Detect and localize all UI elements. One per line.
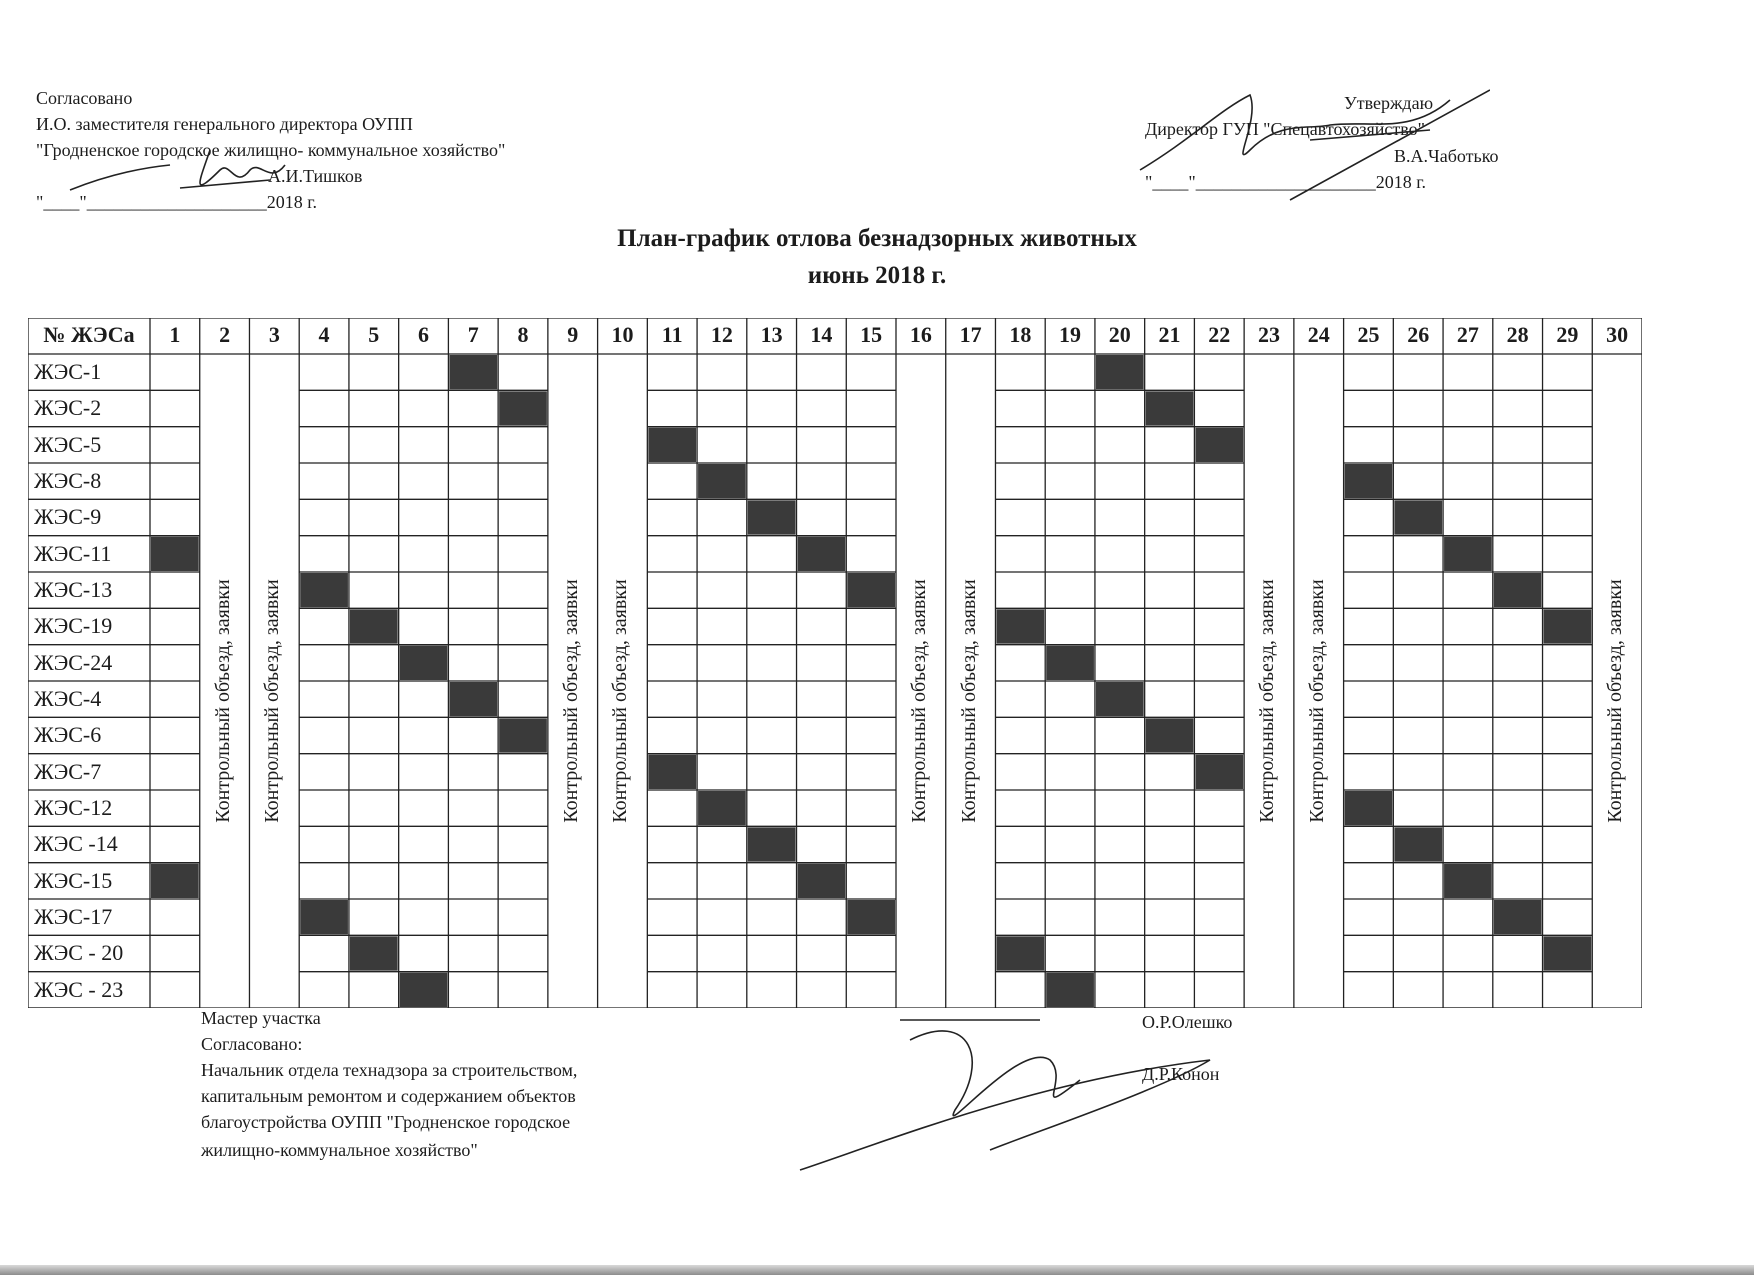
- approval-left-date: "____"____________________2018 г.: [36, 192, 318, 212]
- row-label: ЖЭС-19: [34, 613, 113, 639]
- day-header: 23: [1257, 322, 1280, 347]
- scheduled-cell: [151, 864, 199, 898]
- document-title: План-график отлова безнадзорных животных: [617, 225, 1137, 252]
- approval-left-line: Согласовано: [36, 88, 133, 108]
- day-header: 18: [1009, 322, 1032, 347]
- control-day-label: Контрольный объезд, заявки: [211, 579, 234, 823]
- day-header: 26: [1407, 322, 1430, 347]
- day-header: 10: [611, 322, 634, 347]
- scheduled-cell: [648, 428, 696, 462]
- row-label: ЖЭС-7: [34, 758, 102, 784]
- day-header: 7: [467, 322, 479, 347]
- scheduled-cell: [449, 355, 497, 389]
- day-header: 30: [1606, 322, 1629, 347]
- scheduled-cell: [798, 537, 846, 571]
- control-day-label: Контрольный объезд, заявки: [609, 579, 632, 823]
- day-header: 2: [219, 322, 231, 347]
- day-header: 25: [1357, 322, 1380, 347]
- scheduled-cell: [847, 900, 895, 934]
- approval-left-signer: А.И.Тишков: [268, 166, 363, 186]
- day-header: 15: [860, 322, 883, 347]
- scheduled-cell: [1444, 864, 1492, 898]
- signature-left: [60, 140, 290, 210]
- day-header: 11: [661, 322, 683, 347]
- row-label: ЖЭС-15: [34, 867, 113, 893]
- scheduled-cell: [499, 718, 547, 752]
- approval-right-date: "____"____________________2018 г.: [1145, 172, 1427, 192]
- scheduled-cell: [300, 900, 348, 934]
- schedule-table: [28, 318, 1642, 1008]
- scheduled-cell: [350, 936, 398, 970]
- master-name: О.Р.Олешко: [1142, 1012, 1233, 1032]
- day-header: 22: [1208, 322, 1231, 347]
- scheduled-cell: [1195, 428, 1243, 462]
- row-label: ЖЭС-11: [34, 540, 112, 566]
- control-day-label: Контрольный объезд, заявки: [559, 579, 582, 823]
- day-header: 21: [1158, 322, 1181, 347]
- day-header: 13: [760, 322, 783, 347]
- control-day-label: Контрольный объезд, заявки: [1305, 579, 1328, 823]
- day-header: 9: [567, 322, 579, 347]
- scheduled-cell: [847, 573, 895, 607]
- scheduled-cell: [400, 973, 448, 1007]
- row-label: ЖЭС-2: [34, 395, 102, 421]
- row-label: ЖЭС-6: [34, 722, 102, 748]
- scheduled-cell: [698, 464, 746, 498]
- scheduled-cell: [1146, 391, 1194, 425]
- row-label: ЖЭС-4: [34, 686, 102, 711]
- scheduled-cell: [449, 682, 497, 716]
- row-label: ЖЭС-17: [34, 904, 113, 929]
- scheduled-cell: [1494, 573, 1542, 607]
- scheduled-cell: [1096, 355, 1144, 389]
- row-label: ЖЭС-8: [34, 468, 102, 493]
- scheduled-cell: [300, 573, 348, 607]
- row-label: ЖЭС-24: [34, 649, 113, 675]
- scheduled-cell: [1096, 682, 1144, 716]
- day-header: 20: [1108, 322, 1131, 347]
- day-header: 19: [1059, 322, 1082, 347]
- scheduled-cell: [748, 500, 796, 534]
- scan-edge: [0, 1265, 1754, 1275]
- agreed-label: Согласовано:: [201, 1034, 303, 1054]
- scheduled-cell: [1544, 609, 1592, 643]
- scheduled-cell: [1444, 537, 1492, 571]
- day-header: 28: [1506, 322, 1529, 347]
- day-header: 16: [909, 322, 932, 347]
- day-header: 1: [169, 322, 181, 347]
- row-label: ЖЭС-1: [34, 359, 102, 384]
- day-header: 3: [268, 322, 280, 347]
- approval-right-line: Утверждаю: [1344, 93, 1434, 113]
- day-header: 12: [710, 322, 733, 347]
- row-label: ЖЭС - 20: [34, 940, 124, 966]
- scheduled-cell: [350, 609, 398, 643]
- scheduled-cell: [698, 791, 746, 825]
- scheduled-cell: [1394, 827, 1442, 861]
- day-header: 4: [318, 322, 330, 347]
- scheduled-cell: [748, 827, 796, 861]
- scheduled-cell: [1394, 500, 1442, 534]
- control-day-label: Контрольный объезд, заявки: [261, 579, 284, 823]
- scheduled-cell: [400, 646, 448, 680]
- scheduled-cell: [798, 864, 846, 898]
- control-day-label: Контрольный объезд, заявки: [1604, 579, 1627, 823]
- signature-right: [1130, 80, 1490, 210]
- document-subtitle: июнь 2018 г.: [807, 262, 947, 289]
- day-header: 29: [1556, 322, 1579, 347]
- scheduled-cell: [499, 391, 547, 425]
- master-label: Мастер участка: [201, 1008, 321, 1028]
- approval-right-line: Директор ГУП "Спецавтохозяйство": [1145, 119, 1425, 139]
- row-label: ЖЭС - 23: [34, 976, 124, 1002]
- day-header: 5: [368, 322, 380, 347]
- control-day-label: Контрольный объезд, заявки: [907, 579, 930, 823]
- scheduled-cell: [996, 609, 1044, 643]
- day-header: 27: [1456, 322, 1479, 347]
- signature-footer: [740, 1000, 1240, 1180]
- scheduled-cell: [1146, 718, 1194, 752]
- approval-left-line: И.О. заместителя генерального директора ОУПП: [36, 114, 413, 134]
- chief-line: капитальным ремонтом и содержанием объектов: [201, 1086, 576, 1106]
- control-day-label: Контрольный объезд, заявки: [957, 579, 980, 823]
- day-header: 8: [517, 322, 529, 347]
- day-header: 6: [418, 322, 430, 347]
- chief-line: жилищно-коммунальное хозяйство": [201, 1140, 478, 1160]
- scheduled-cell: [1195, 755, 1243, 789]
- day-header: 24: [1307, 322, 1330, 347]
- row-label: ЖЭС-12: [34, 795, 113, 820]
- scheduled-cell: [996, 936, 1044, 970]
- row-label: ЖЭС-5: [34, 431, 102, 457]
- approval-left-line: "Гродненское городское жилищно- коммунальное хозяйство": [36, 140, 506, 160]
- corner-header: № ЖЭСа: [43, 322, 135, 347]
- row-label: ЖЭС -14: [34, 831, 118, 857]
- control-day-label: Контрольный объезд, заявки: [1256, 579, 1278, 823]
- scheduled-cell: [1046, 646, 1094, 680]
- chief-line: Начальник отдела технадзора за строительством,: [201, 1060, 578, 1080]
- scheduled-cell: [648, 755, 696, 789]
- scheduled-cell: [1494, 900, 1542, 934]
- scheduled-cell: [1345, 791, 1393, 825]
- day-header: 14: [810, 322, 833, 347]
- day-header: 17: [959, 322, 982, 347]
- scheduled-cell: [151, 537, 199, 571]
- chief-line: благоустройства ОУПП "Гродненское городское: [201, 1112, 571, 1132]
- row-label: ЖЭС-9: [34, 504, 102, 530]
- chief-name: Д.Р.Конон: [1142, 1064, 1220, 1084]
- approval-right-signer: В.А.Чаботько: [1394, 146, 1499, 166]
- scheduled-cell: [1345, 464, 1393, 498]
- row-label: ЖЭС-13: [34, 577, 113, 602]
- scheduled-cell: [1544, 936, 1592, 970]
